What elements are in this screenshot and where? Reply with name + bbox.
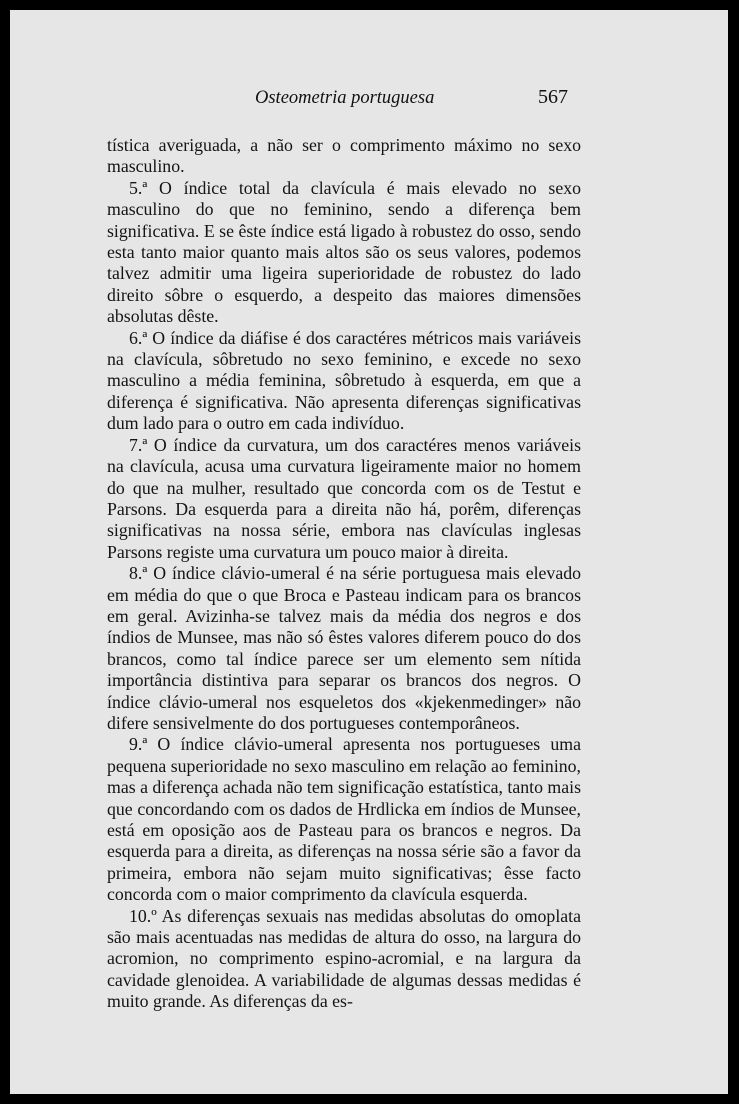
paragraph-conclusion-6: 6.ª O índice da diáfise é dos caractéres métricos mais variáveis na clavícula, sôbretudo no sexo feminino, e excede no sexo masculino a média feminina, sôbretudo à esquerda, em que a diferença é significativa. Não apresenta diferenças significativas dum lado para o outro em cada indivíduo. [107,327,581,434]
paragraph-conclusion-8: 8.ª O índice clávio-umeral é na série portuguesa mais elevado em média do que o que Broca e Pasteau indicam para os brancos em geral. Avizinha-se talvez mais da média dos negros e dos índios de Munsee, mas não só êstes valores diferem pouco do dos brancos, como tal índice parece ser um elemento sem nítida importância distintiva para separar os brancos dos negros. O índice clávio-umeral nos esqueletos dos «kjekenmedinger» não difere sensivelmente do dos portugueses contemporâneos. [107,563,581,733]
paragraph-conclusion-9: 9.ª O índice clávio-umeral apresenta nos portugueses uma pequena superioridade no sexo masculino em relação ao feminino, mas a diferença achada não tem significação estatística, tanto mais que concordando com os dados de Hrdlicka em índios de Munsee, está em oposição aos de Pasteau para os brancos e negros. Da esquerda para a direita, as diferenças na nossa série são a favor da primeira, embora não sejam muito significativas; êsse facto concorda com o maior comprimento da clavícula esquerda. [107,734,581,905]
paragraph-conclusion-7: 7.ª O índice da curvatura, um dos caractéres menos variáveis na clavícula, acusa uma curvatura ligeiramente maior no homem do que na mulher, resultado que concorda com os de Testut e Parsons. Da esquerda para a direita não há, porêm, diferenças significativas na nossa série, embora nas clavículas inglesas Parsons registe uma curvatura um pouco maior à direita. [107,434,581,562]
running-title: Osteometria portuguesa [255,88,435,108]
book-page [10,10,728,1094]
paragraph-conclusion-5: 5.ª O índice total da clavícula é mais elevado no sexo masculino do que no feminino, sendo a diferença bem significativa. E se êste índice está ligado à robustez do osso, sendo esta tanto maior quanto mais altos são os seus valores, podemos talvez admitir uma ligeira superioridade de robustez do lado direito sôbre o esquerdo, a despeito das maiores dimensões absolutas dêste. [107,177,581,327]
page-header [10,80,728,110]
body-text [107,135,581,1013]
paragraph-conclusion-10: 10.º As diferenças sexuais nas medidas absolutas do omoplata são mais acentuadas nas medidas de altura do osso, na largura do acromion, no comprimento espino-acromial, e na largura da cavidade glenoidea. A variabilidade de algumas dessas medidas é muito grande. As diferenças da es- [107,905,581,1012]
paragraph-continuation: tística averiguada, a não ser o comprimento máximo no sexo masculino. [107,135,581,177]
page-number: 567 [538,86,568,108]
